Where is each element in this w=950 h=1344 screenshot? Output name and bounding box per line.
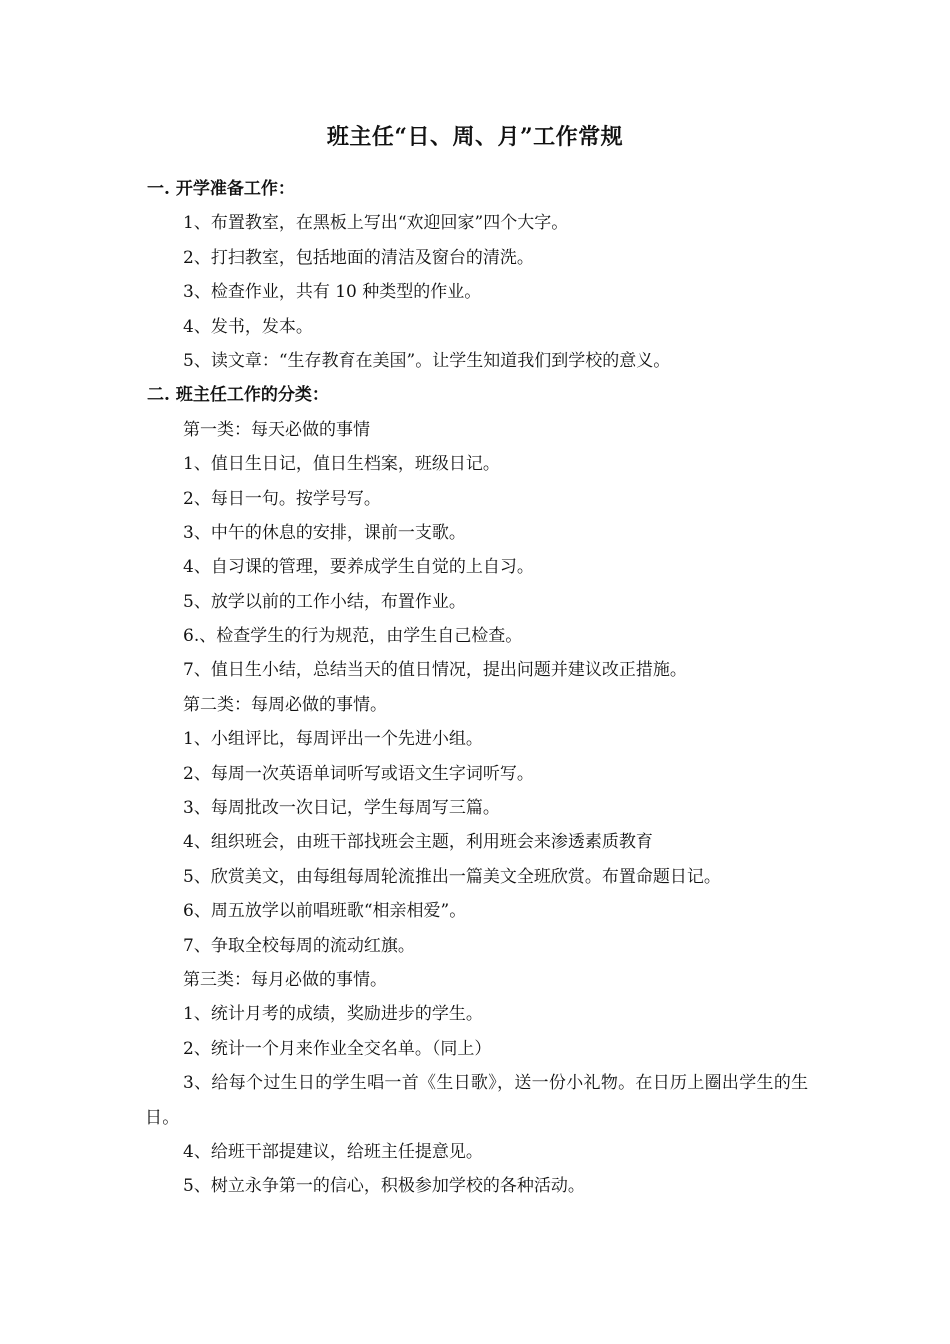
list-item: 2、每日一句。按学号写。 [183,488,381,509]
list-item: 4、给班干部提建议，给班主任提意见。 [183,1141,483,1162]
list-item: 1、布置教室，在黑板上写出“欢迎回家”四个大字。 [183,213,569,234]
section-heading-preparation: 一. 开学准备工作： [147,179,295,199]
list-item: 6.、检查学生的行为规范，由学生自己检查。 [183,626,523,647]
list-item: 2、打扫教室，包括地面的清洁及窗台的清洗。 [183,247,534,268]
list-item: 3、每周批改一次日记，学生每周写三篇。 [183,798,500,819]
list-item: 1、值日生日记，值日生档案，班级日记。 [183,454,500,475]
list-item: 5、欣赏美文，由每组每周轮流推出一篇美文全班欣赏。布置命题日记。 [183,866,721,887]
list-item: 7、争取全校每周的流动红旗。 [183,935,415,956]
document-title: 班主任“日、周、月”工作常规 [326,124,624,150]
category-label-monthly: 第三类：每月必做的事情。 [183,969,387,990]
list-item: 3、检查作业，共有 10 种类型的作业。 [183,282,482,303]
list-item: 4、发书，发本。 [183,316,313,337]
list-item: 2、统计一个月来作业全交名单。（同上） [183,1038,492,1059]
list-item: 5、读文章：“生存教育在美国”。让学生知道我们到学校的意义。 [183,350,671,371]
list-item-wrapped: 3、给每个过生日的学生唱一首《生日歌》，送一份小礼物。在日历上圈出学生的生日。 [145,1073,809,1128]
list-item: 2、每周一次英语单词听写或语文生字词听写。 [183,763,534,784]
list-item: 7、值日生小结，总结当天的值日情况，提出问题并建议改正措施。 [183,660,687,681]
list-item: 6、周五放学以前唱班歌“相亲相爱”。 [183,901,467,922]
document-body [145,172,810,1204]
category-label-weekly: 第二类：每周必做的事情。 [183,694,387,715]
category-label-daily: 第一类：每天必做的事情 [183,419,370,440]
section-heading-classification: 二. 班主任工作的分类： [147,385,329,406]
list-item: 5、放学以前的工作小结，布置作业。 [183,591,466,612]
list-item: 5、树立永争第一的信心，积极参加学校的各种活动。 [183,1176,585,1197]
list-item: 3、中午的休息的安排，课前一支歌。 [183,522,466,543]
list-item: 1、小组评比，每周评出一个先进小组。 [183,729,483,750]
list-item: 4、自习课的管理，要养成学生自觉的上自习。 [183,557,534,578]
list-item: 4、组织班会，由班干部找班会主题，利用班会来渗透素质教育 [183,832,653,853]
list-item: 1、统计月考的成绩，奖励进步的学生。 [183,1004,483,1025]
